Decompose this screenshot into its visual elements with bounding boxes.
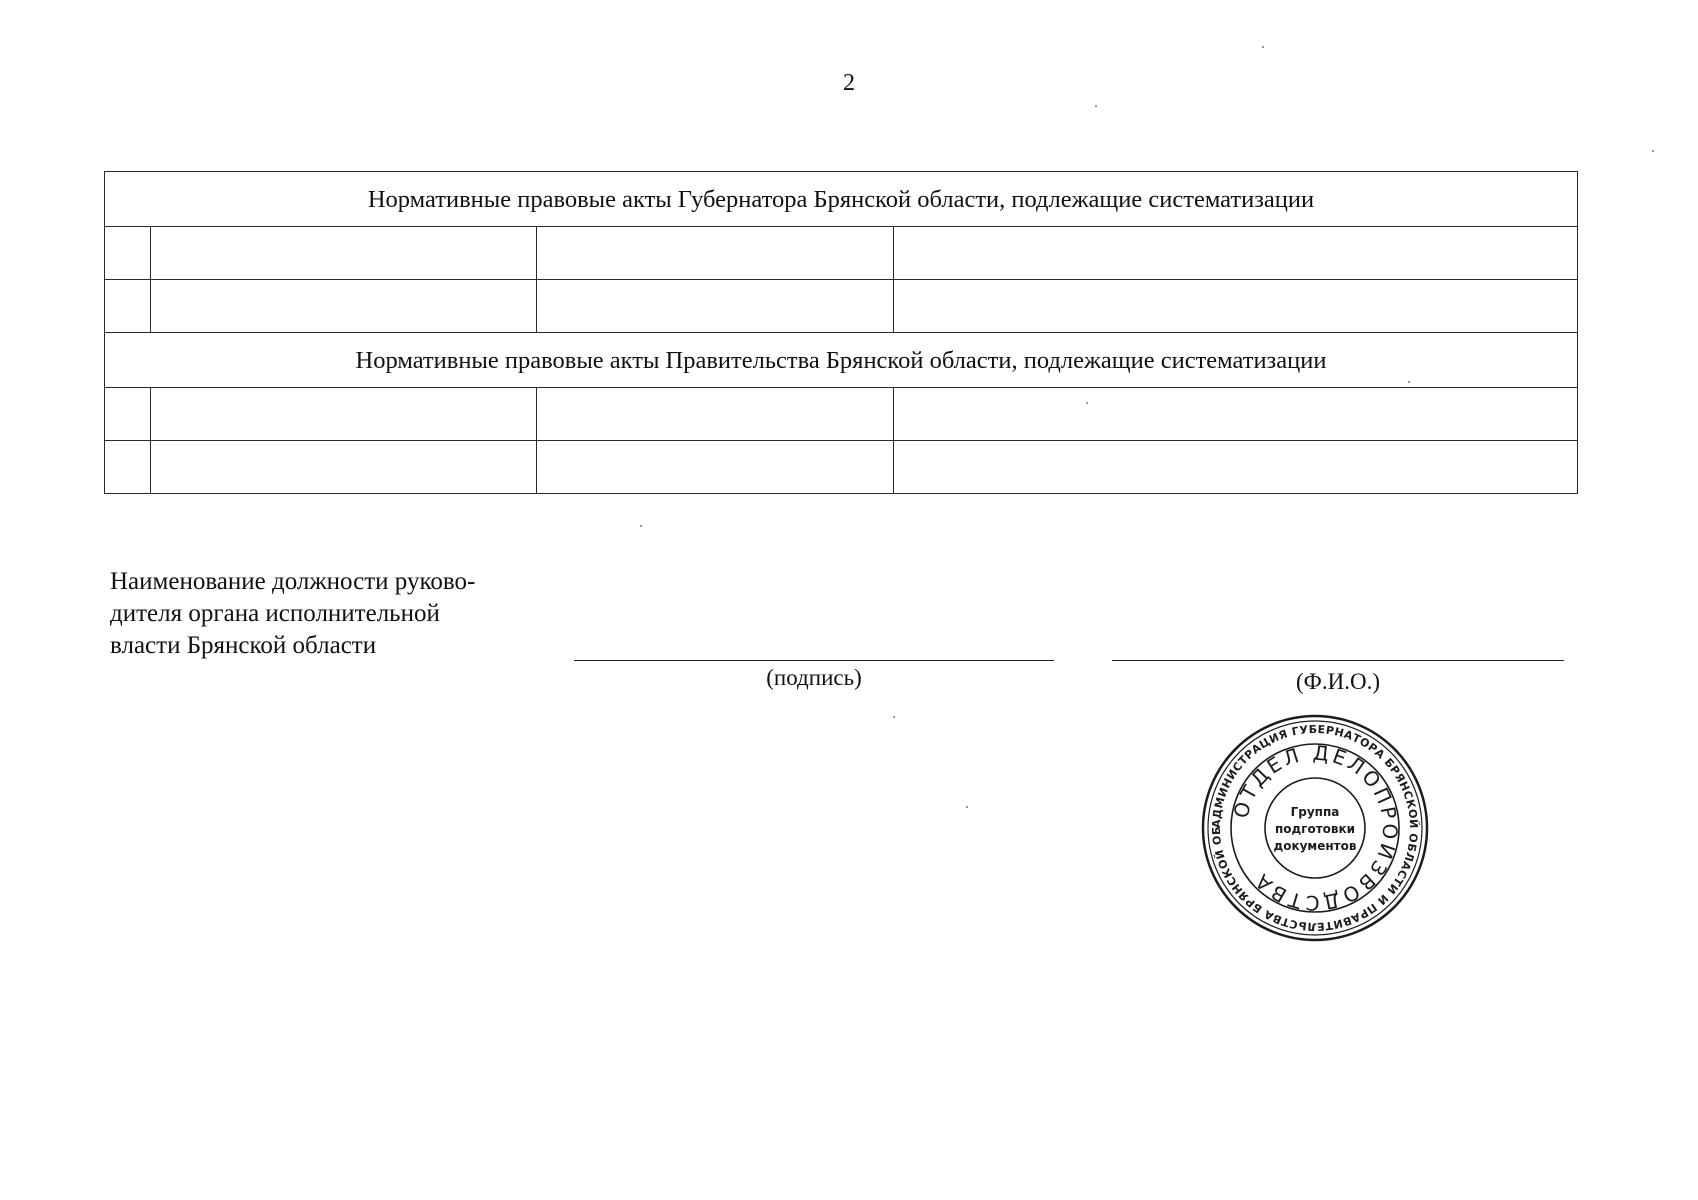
section-header-row (105, 172, 1578, 227)
table-cell (151, 280, 537, 333)
table-row (105, 280, 1578, 333)
position-label-line: власти Брянской области (110, 632, 377, 659)
stamp-seal (1200, 713, 1430, 943)
table-cell-number (105, 388, 151, 441)
scan-speck (1262, 46, 1264, 48)
stamp-center-line: подготовки (1274, 822, 1356, 836)
table-cell (537, 280, 894, 333)
table-cell (894, 227, 1578, 280)
table-cell-number (105, 227, 151, 280)
scan-speck (893, 716, 895, 718)
position-label (110, 566, 550, 662)
scan-speck (1095, 105, 1097, 107)
position-label-line: дителя органа исполнительной (110, 600, 440, 627)
stamp-center-line: Группа (1290, 805, 1340, 819)
table-row (105, 227, 1578, 280)
scan-speck (1652, 150, 1654, 152)
table-row (105, 388, 1578, 441)
table-cell (537, 441, 894, 494)
table-cell (894, 441, 1578, 494)
position-label-line: Наименование должности руково- (110, 568, 476, 595)
signature-caption: (подпись) (766, 665, 862, 690)
scan-speck (1408, 381, 1410, 383)
name-line (1112, 660, 1564, 661)
scan-speck (640, 525, 642, 527)
table-cell (151, 441, 537, 494)
name-caption: (Ф.И.О.) (1296, 669, 1380, 694)
table-cell (151, 227, 537, 280)
table-cell (894, 388, 1578, 441)
table-cell (537, 227, 894, 280)
stamp-outer-text: АДМИНИСТРАЦИЯ ГУБЕРНАТОРА БРЯНСКОЙ ОБЛАСТИ И ПРАВИТЕЛЬСТВА БРЯНСКОЙ ОБ (1209, 722, 1421, 934)
signature-line (574, 660, 1054, 661)
table-cell (537, 388, 894, 441)
scan-speck (966, 806, 968, 808)
stamp-center-line: документов (1273, 839, 1357, 853)
table-cell (151, 388, 537, 441)
table-row (105, 441, 1578, 494)
acts-table (104, 171, 1578, 494)
scan-speck (1086, 402, 1088, 404)
section-heading-governor: Нормативные правовые акты Губернатора Брянской области, подлежащие систематизации (105, 172, 1578, 227)
table-cell-number (105, 441, 151, 494)
table-cell-number (105, 280, 151, 333)
section-header-row (105, 333, 1578, 388)
table-cell (894, 280, 1578, 333)
section-heading-government: Нормативные правовые акты Правительства Брянской области, подлежащие систематизации (105, 333, 1578, 388)
page-number: 2 (843, 70, 855, 96)
official-stamp (1200, 713, 1430, 943)
stamp-middle-text: ОТДЕЛ ДЕЛОПРОИЗВОДСТВА (1228, 740, 1403, 916)
